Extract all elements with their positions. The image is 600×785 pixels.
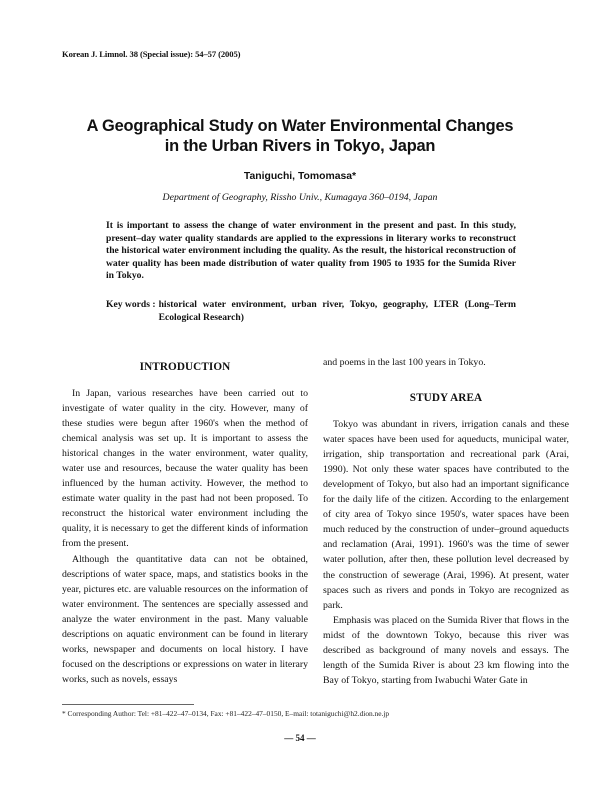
- title-line-1: A Geographical Study on Water Environmental Changes: [86, 117, 514, 135]
- keywords-text: historical water environment, urban river, Tokyo, geography, LTER (Long–Term Ecological Research): [158, 299, 516, 323]
- abstract: It is important to assess the change of water environment in the present and past. In this study, present–day water quality standards are applied to the expressions in literary works to reconstruct the historical water environment including the quality. As the result, the historical reconstruction of water quality has been made distribution of water quality from 1905 to 1935 for the Sumida River in Tokyo.: [106, 220, 516, 282]
- section-heading-introduction: INTRODUCTION: [139, 361, 231, 373]
- title-line-2: in the Urban Rivers in Tokyo, Japan: [164, 137, 436, 155]
- keywords: [106, 299, 516, 324]
- journal-citation: Korean J. Limnol. 38 (Special issue): 54–57 (2005): [62, 49, 241, 59]
- author-name: Taniguchi, Tomomasa*: [243, 171, 357, 182]
- corresponding-author-footnote: * Corresponding Author: Tel: +81–422–47–0134, Fax: +81–422–47–0150, E–mail: totaniguchi@h2.dion.ne.jp: [62, 709, 390, 718]
- introduction-continuation: and poems in the last 100 years in Tokyo.: [323, 357, 486, 368]
- paper-title: [0, 116, 600, 156]
- page-number: — 54 —: [284, 733, 316, 743]
- introduction-paragraph-1: In Japan, various researches have been carried out to investigate of water quality in the city. However, many of these studies were begun after 1960's when the method of chemical analysis was set up. It is important to assess the historical changes in the water environment, water quality, water use and resources, because the water quality has been influenced by the human activity. However, the method to estimate water quality in the past had not been proposed. To reconstruct the historical water environment including the quality, it is necessary to get the different kinds of information from the present.: [62, 388, 308, 550]
- study-area-paragraph-2: Emphasis was placed on the Sumida River that flows in the midst of the downtown Tokyo, because this river was described as background of many novels and essays. The length of the Sumida River is about 23 km flowing into the Bay of Tokyo, starting from Iwabuchi Water Gate in: [323, 614, 569, 686]
- study-area-paragraph-1: Tokyo was abundant in rivers, irrigation canals and these water spaces have been used for aqueducts, municipal water, irrigation, ship transportation and recreational park (Arai, 1990). Not only these water spaces have contributed to the development of Tokyo, but also had an important significance for the daily life of the citizen. According to the enlargement of city area of Tokyo since 1950's, water spaces have been much reduced by the construction of under–ground aqueducts and reclamation (Arai, 1991). 1960's was the time of sewer water pollution, after then, these pollution level decreased by the construction of sewerage (Arai, 1996). At present, water spaces such as rivers and ponds in Tokyo are recognized as park.: [323, 419, 569, 611]
- introduction-paragraph-2: Although the quantitative data can not be obtained, descriptions of water space, maps, and statistics books in the year, pictures etc. are valuable resources on the information of water environment. The sentences are specially assessed and analyze the water environment in the past. Many valuable descriptions on aquatic environment can be found in literary works, newspaper and documents on local history. I have focused on the descriptions or expressions on water in literary works, such as novels, essays: [62, 553, 308, 685]
- author-affiliation: Department of Geography, Rissho Univ., Kumagaya 360–0194, Japan: [162, 192, 438, 203]
- left-column: [62, 360, 308, 687]
- section-heading-study-area: STUDY AREA: [409, 392, 483, 405]
- right-column: [323, 355, 569, 688]
- footnote-divider: [62, 704, 194, 705]
- keywords-label: Key words :: [106, 299, 156, 310]
